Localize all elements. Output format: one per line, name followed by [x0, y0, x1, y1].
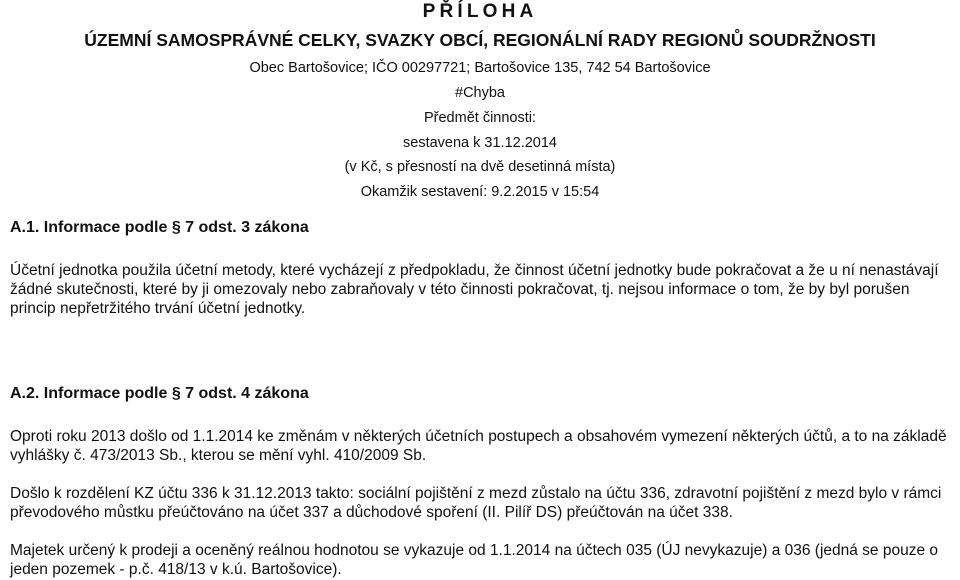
currency-note: (v Kč, s přesností na dvě desetinná místa) [344, 159, 616, 175]
section-paragraph: Došlo k rozdělení KZ účtu 336 k 31.12.2013 takto: sociální pojištění z mezd zůstalo na účtu 336, zdravotní pojištění z mezd bylo v rámci převodového můstku přeúčtováno na účet 337 a důchodové spoření (II. Pilíř DS) přeúčtován na účet 338. [10, 485, 942, 521]
section-heading: A.1. Informace podle § 7 odst. 3 zákona [10, 219, 309, 236]
document-subtitle: ÚZEMNÍ SAMOSPRÁVNÉ CELKY, SVAZKY OBCÍ, REGIONÁLNÍ RADY REGIONŮ SOUDRŽNOSTI [84, 30, 876, 50]
document-title: PŘÍLOHA [422, 1, 538, 22]
section-heading: A.2. Informace podle § 7 odst. 4 zákona [10, 385, 309, 402]
error-marker: #Chyba [455, 85, 505, 101]
section-paragraph: Účetní jednotka použila účetní metody, které vycházejí z předpokladu, že činnost účetní jednotky bude pokračovat a že u ní nenastávají žádné skutečnosti, které by ji omezovaly nebo zabraňovaly v této činnosti pokračovat, tj. nejsou informace o tom, že by byl porušen princip nepřetržitého trvání účetní jednotky. [10, 262, 939, 317]
compiled-date: sestavena k 31.12.2014 [403, 135, 557, 151]
section-paragraph: Oproti roku 2013 došlo od 1.1.2014 ke změnám v některých účetních postupech a obsahovém vymezení některých účtů, a to na základě vyhlášky č. 473/2013 Sb., kterou se mění vyhl. 410/2009 Sb. [10, 428, 947, 464]
entity-info: Obec Bartošovice; IČO 00297721; Bartošovice 135, 742 54 Bartošovice [249, 60, 711, 76]
activity-label: Předmět činnosti: [423, 110, 537, 126]
snapshot-time: Okamžik sestavení: 9.2.2015 v 15:54 [360, 184, 600, 200]
section-paragraph: Majetek určený k prodeji a oceněný reálnou hodnotou se vykazuje od 1.1.2014 na účtech 035 (ÚJ nevykazuje) a 036 (jedná se pouze o jeden pozemek - p.č. 418/13 v k.ú. Bartošovice). [10, 542, 939, 578]
